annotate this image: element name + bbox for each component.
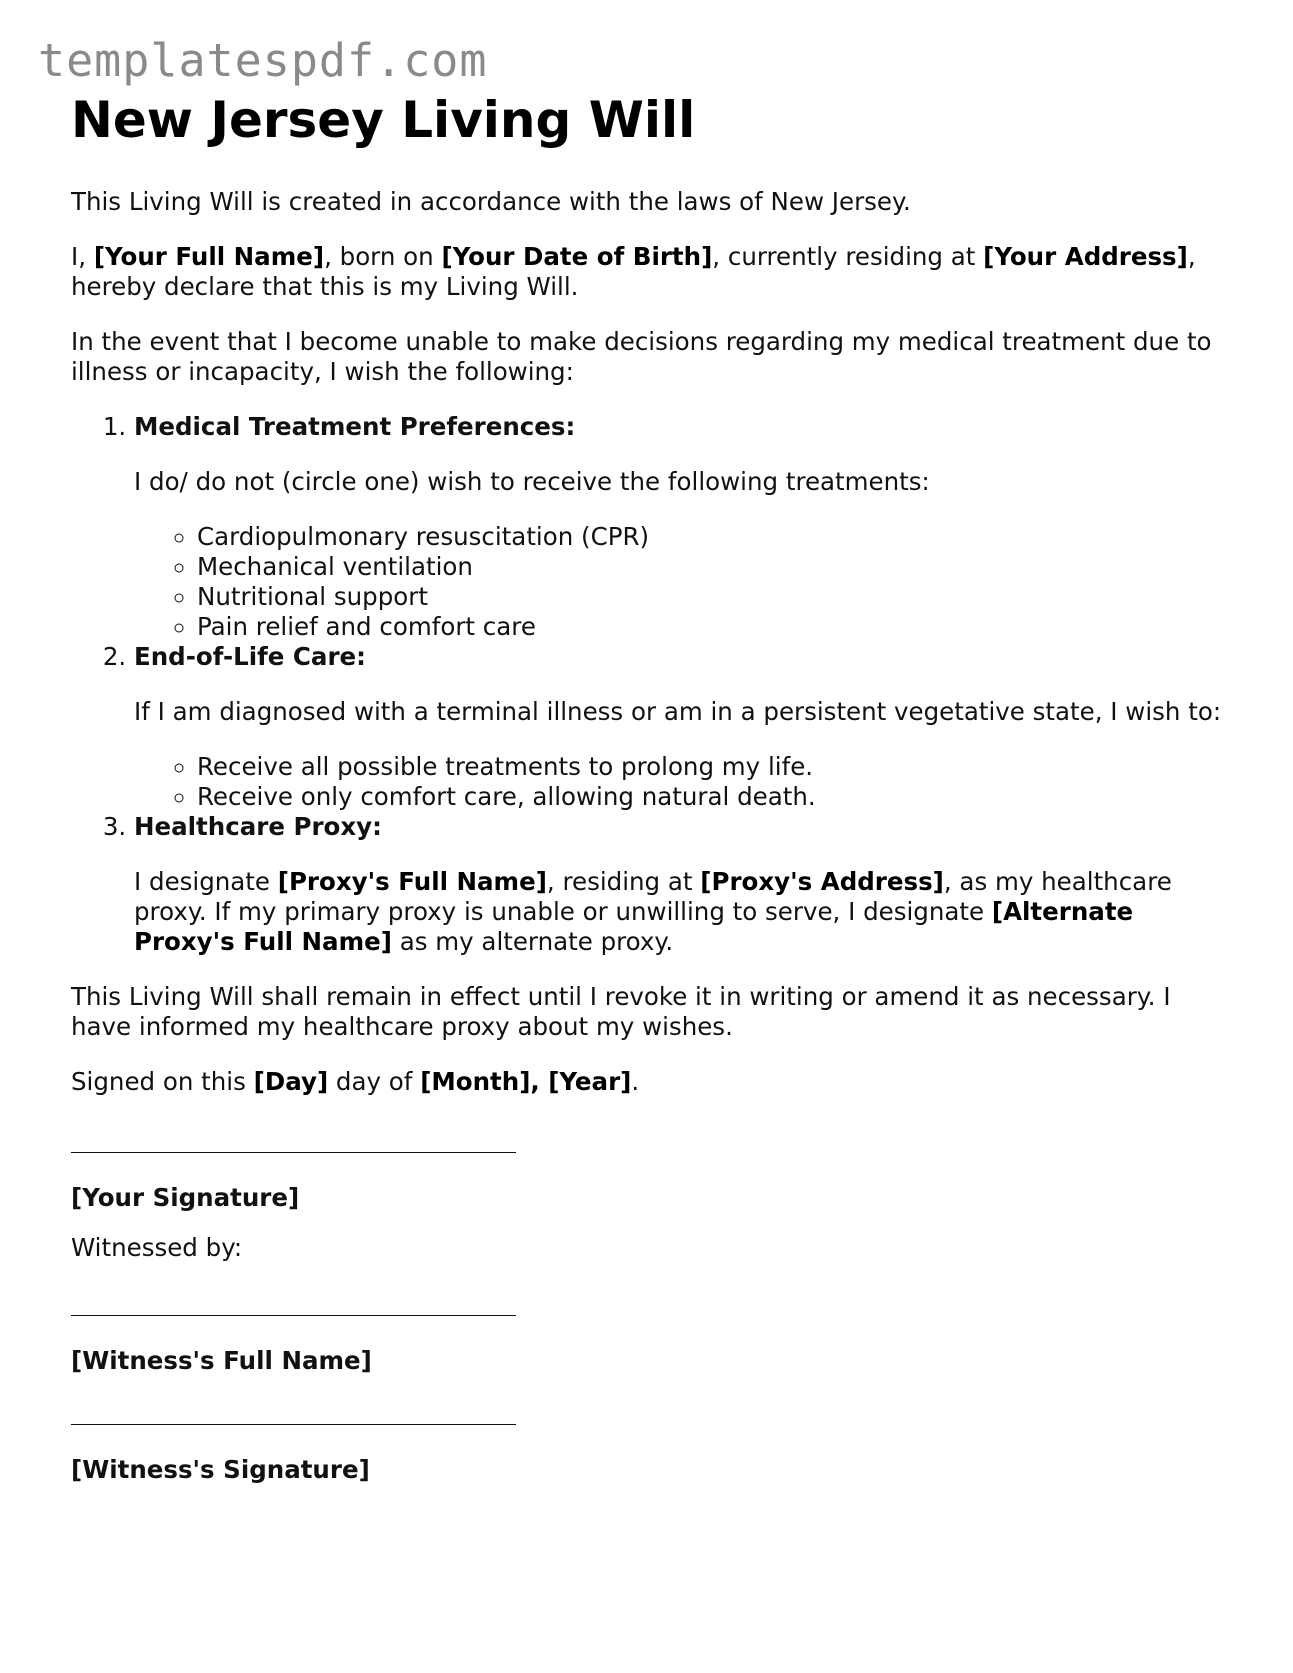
- list-item: ◦ Cardiopulmonary resuscitation (CPR): [197, 522, 1231, 552]
- section-end-of-life-title: 2. End-of-Life Care:: [134, 642, 366, 671]
- event-paragraph: In the event that I become unable to make decisions regarding my medical treatment due to illness or incapacity, I wish the following:: [71, 327, 1212, 386]
- witness-signature-line: [71, 1424, 516, 1425]
- witness-name-label: [Witness's Full Name]: [71, 1346, 372, 1375]
- declaration-paragraph: I, [Your Full Name], born on [Your Date of Birth], currently residing at [Your Address], hereby declare that this is my Living Will.: [71, 242, 1196, 301]
- treatment-list: [134, 522, 1231, 642]
- witnessed-by-label: Witnessed by:: [71, 1233, 243, 1262]
- wishes-list: [71, 412, 1231, 957]
- section-medical-title: 1. Medical Treatment Preferences:: [134, 412, 576, 441]
- address-placeholder: [Your Address]: [983, 242, 1188, 271]
- watermark: templatespdf.com: [38, 34, 488, 87]
- day-placeholder: [Day]: [253, 1067, 329, 1096]
- section-proxy-text: I designate [Proxy's Full Name], residing at [Proxy's Address], as my healthcare proxy. If my primary proxy is unable or unwilling to serve, I designate [Alternate Proxy's Full Name] as my alternate proxy.: [134, 867, 1172, 956]
- month-year-placeholder: [Month], [Year]: [420, 1067, 632, 1096]
- list-item: ◦ Receive only comfort care, allowing natural death.: [197, 782, 1231, 812]
- list-item: ◦ Receive all possible treatments to prolong my life.: [197, 752, 1231, 782]
- list-item: ◦ Nutritional support: [197, 582, 1231, 612]
- witness-signature-label: [Witness's Signature]: [71, 1455, 370, 1484]
- dob-placeholder: [Your Date of Birth]: [441, 242, 713, 271]
- proxy-name-placeholder: [Proxy's Full Name]: [277, 867, 547, 896]
- effect-paragraph: This Living Will shall remain in effect until I revoke it in writing or amend it as necessary. I have informed my healthcare proxy about my wishes.: [71, 982, 1171, 1041]
- signed-paragraph: Signed on this [Day] day of [Month], [Year].: [71, 1067, 640, 1096]
- section-end-of-life-text: If I am diagnosed with a terminal illness or am in a persistent vegetative state, I wish to:: [134, 697, 1222, 726]
- signature-line: [71, 1152, 516, 1153]
- section-end-of-life: [134, 642, 1231, 812]
- section-proxy: [134, 812, 1231, 957]
- proxy-address-placeholder: [Proxy's Address]: [700, 867, 944, 896]
- end-of-life-list: [134, 752, 1231, 812]
- section-medical-text: I do/ do not (circle one) wish to receive the following treatments:: [134, 467, 930, 496]
- intro-paragraph: This Living Will is created in accordance with the laws of New Jersey.: [71, 187, 911, 216]
- section-proxy-title: 3. Healthcare Proxy:: [134, 812, 382, 841]
- witness-name-line: [71, 1315, 516, 1316]
- document-body: [71, 88, 1231, 1505]
- full-name-placeholder: [Your Full Name]: [93, 242, 325, 271]
- section-medical: [134, 412, 1231, 642]
- alternate-proxy-placeholder: [Alternate Proxy's Full Name]: [134, 897, 1134, 956]
- document-title: New Jersey Living Will: [71, 91, 696, 149]
- list-item: ◦ Mechanical ventilation: [197, 552, 1231, 582]
- signature-label: [Your Signature]: [71, 1183, 300, 1212]
- list-item: ◦ Pain relief and comfort care: [197, 612, 1231, 642]
